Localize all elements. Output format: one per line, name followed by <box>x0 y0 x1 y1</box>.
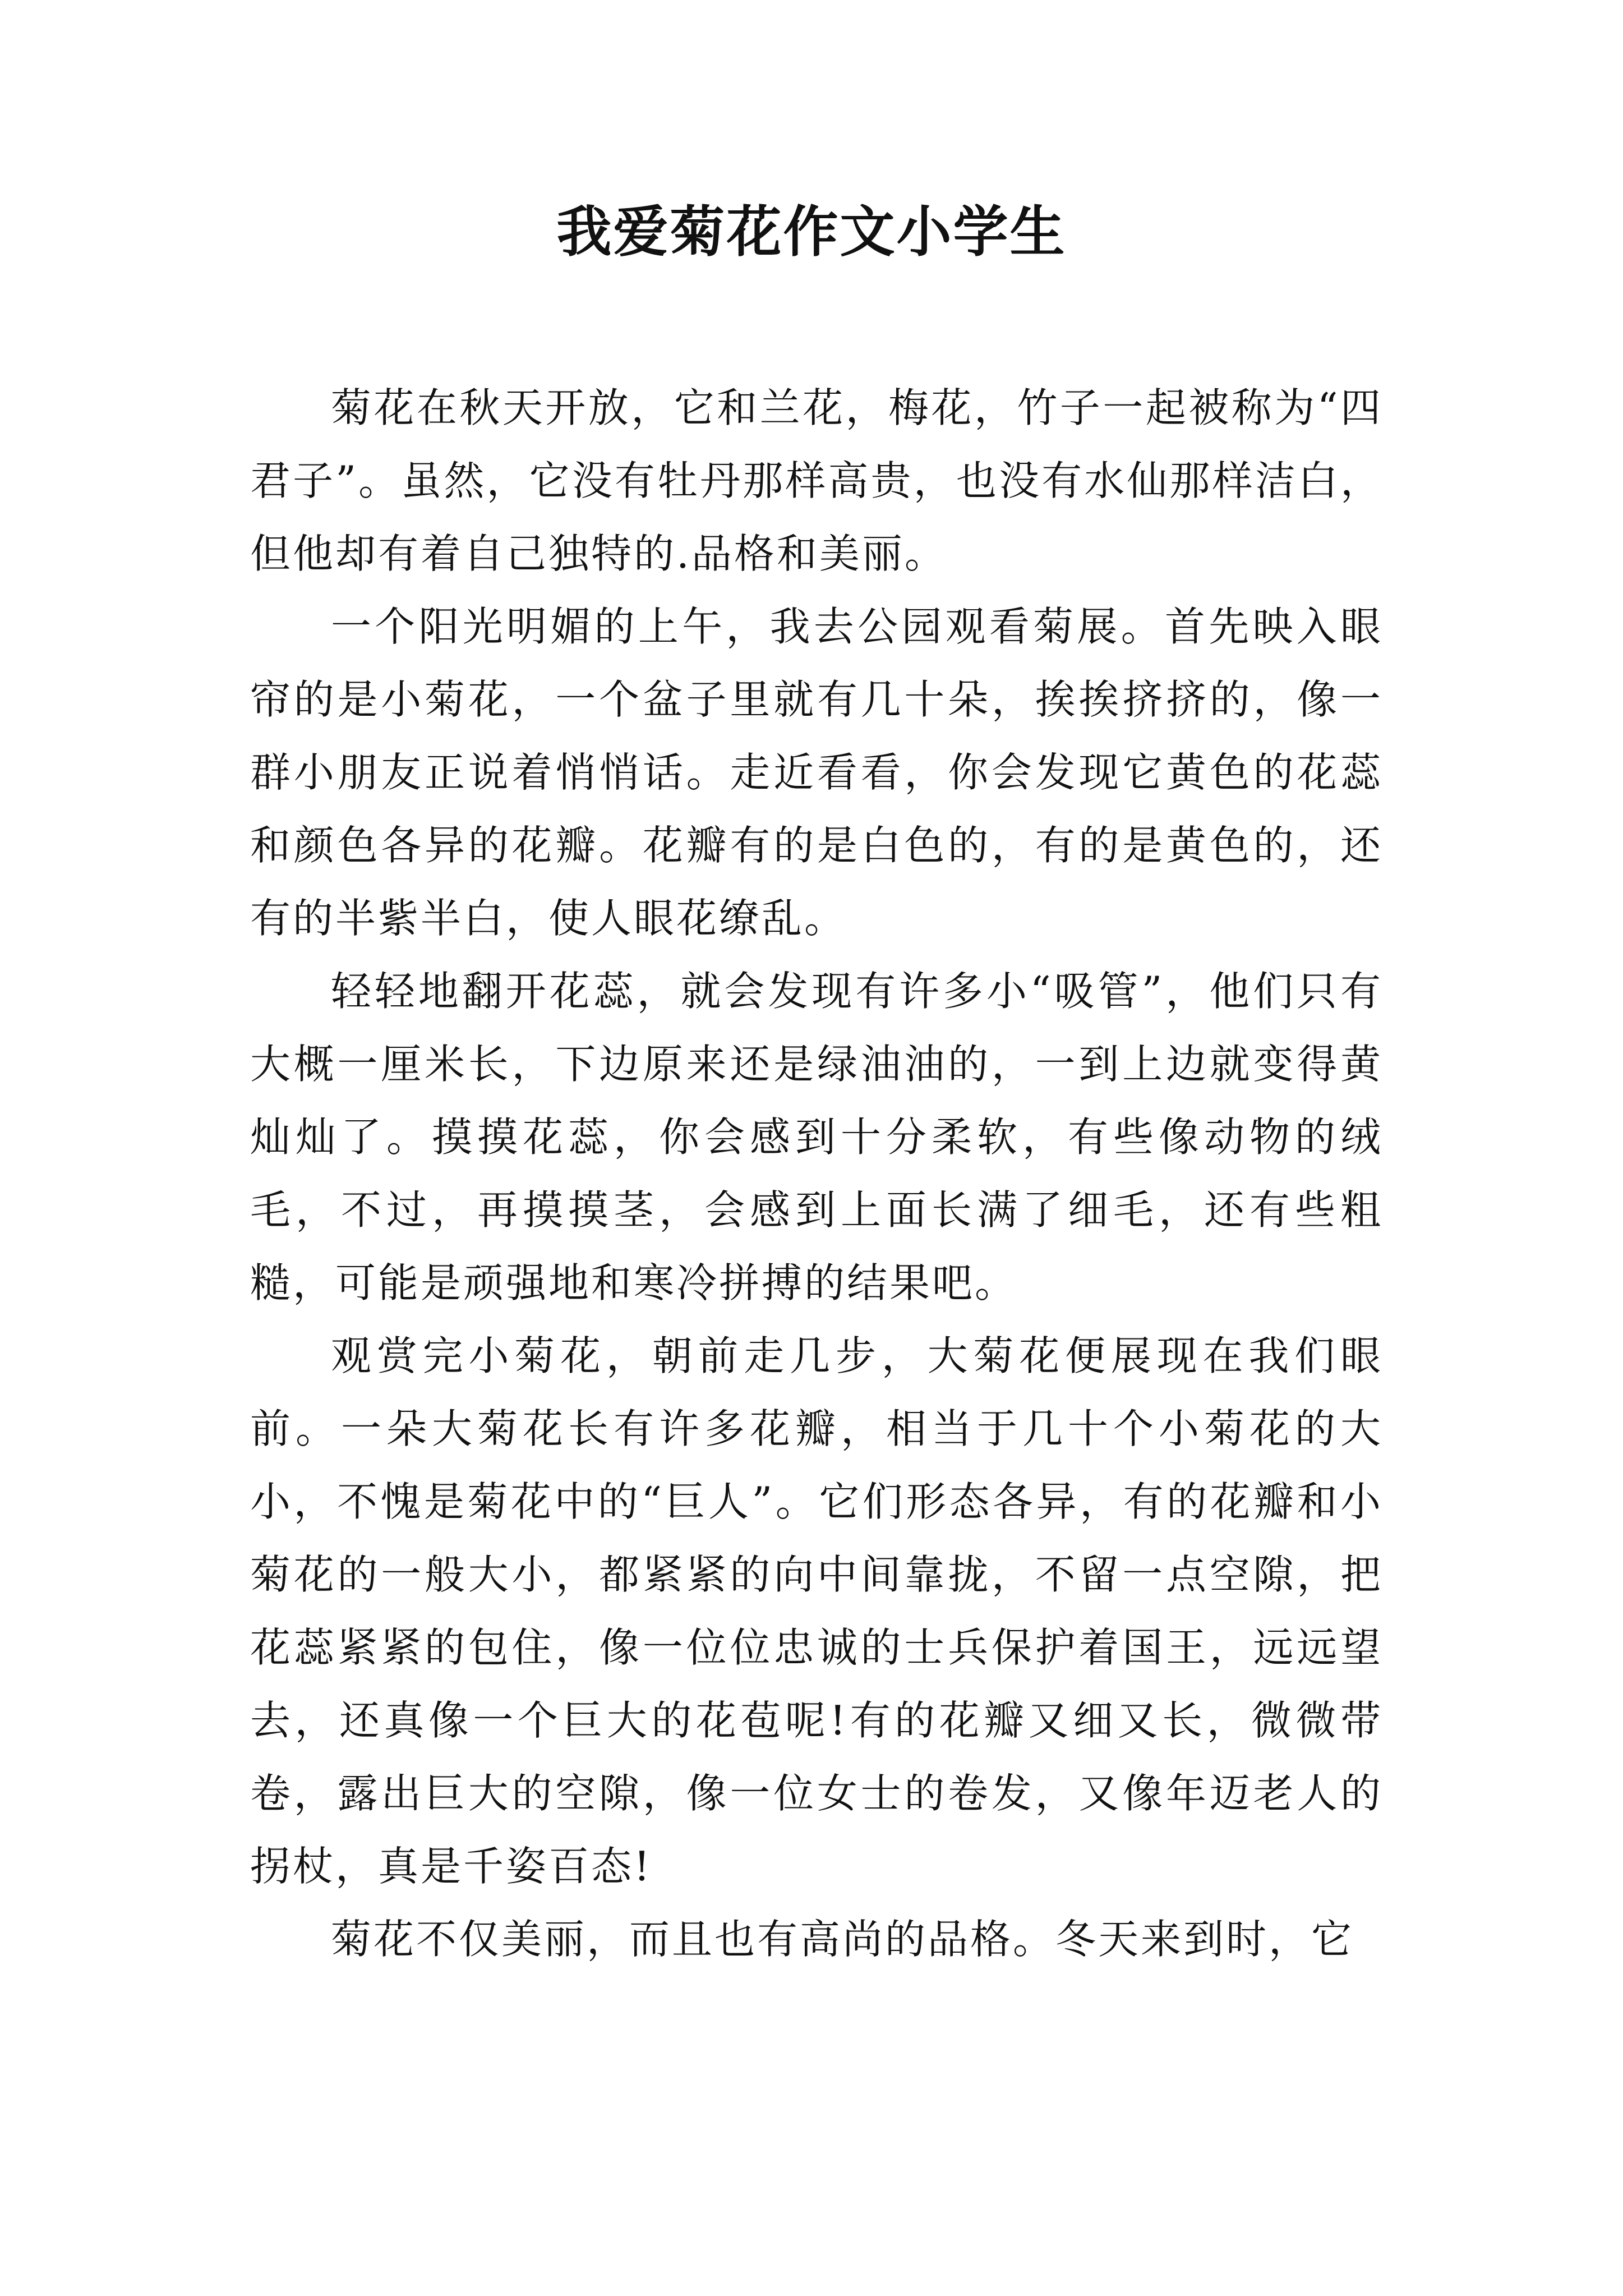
paragraph: 轻轻地翻开花蕊，就会发现有许多小“吸管”，他们只有大概一厘米长，下边原来还是绿油油的，一到上边就变得黄灿灿了。摸摸花蕊，你会感到十分柔软，有些像动物的绒毛，不过，再摸摸茎，会感到上面长满了细毛，还有些粗糙，可能是顽强地和寒冷拼搏的结果吧。 <box>250 968 1383 1306</box>
paragraph: 菊花不仅美丽，而且也有高尚的品格。冬天来到时，它 <box>331 1916 1354 1963</box>
paragraph: 菊花在秋天开放，它和兰花，梅花，竹子一起被称为“四君子”。虽然，它没有牡丹那样高贵，也没有水仙那样洁白，但他却有着自己独特的.品格和美丽。 <box>250 384 1383 577</box>
paragraph: 观赏完小菊花，朝前走几步，大菊花便展现在我们眼前。一朵大菊花长有许多花瓣，相当于几十个小菊花的大小，不愧是菊花中的“巨人”。它们形态各异，有的花瓣和小菊花的一般大小，都紧紧的向中间靠拢，不留一点空隙，把花蕊紧紧的包住，像一位位忠诚的士兵保护着国王，远远望去，还真像一个巨大的花苞呢!有的花瓣又细又长，微微带卷，露出巨大的空隙，像一位女士的卷发，又像年迈老人的拐杖，真是千姿百态! <box>250 1332 1383 1890</box>
paragraph: 一个阳光明媚的上午，我去公园观看菊展。首先映入眼帘的是小菊花，一个盆子里就有几十朵，挨挨挤挤的，像一群小朋友正说着悄悄话。走近看看，你会发现它黄色的花蕊和颜色各异的花瓣。花瓣有的是白色的，有的是黄色的，还有的半紫半白，使人眼花缭乱。 <box>250 603 1383 942</box>
document-body <box>250 371 1383 1976</box>
document-title: 我爱菊花作文小学生 <box>556 200 1067 264</box>
